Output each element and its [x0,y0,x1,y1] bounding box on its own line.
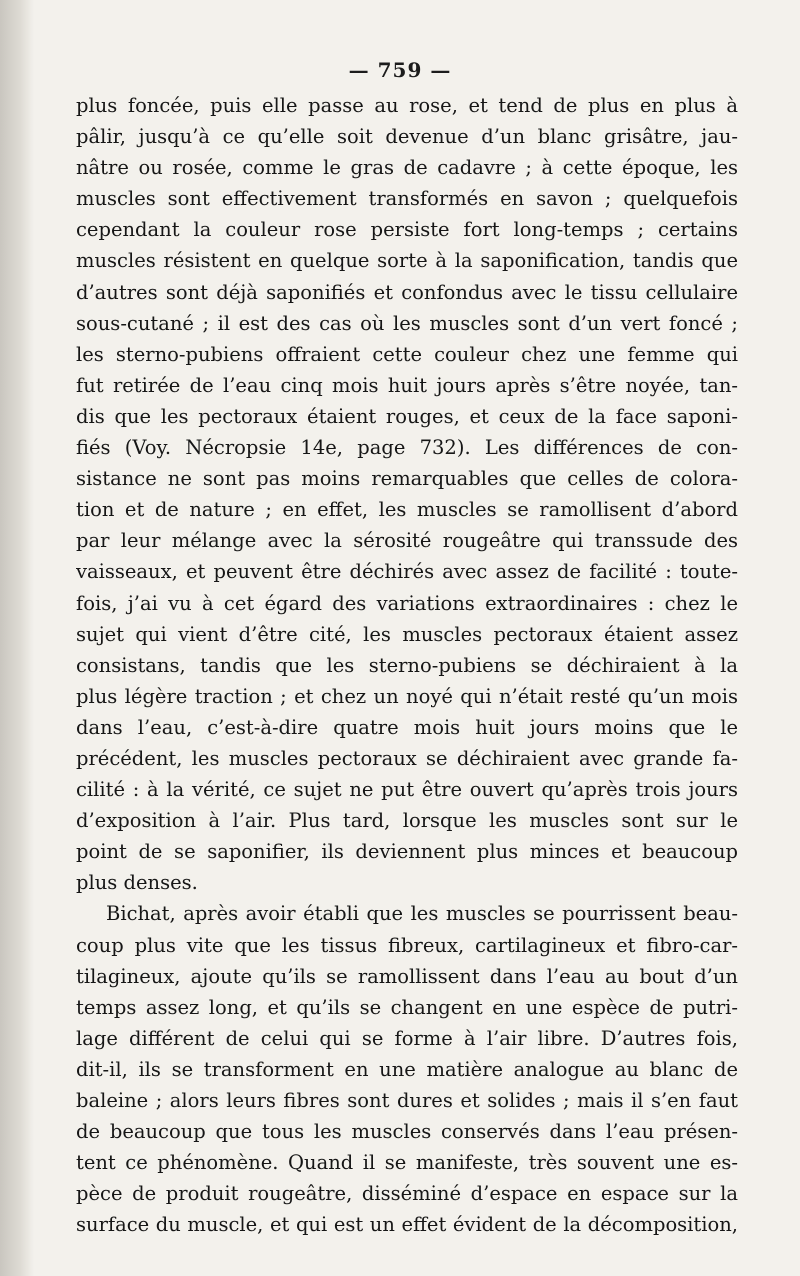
text-line: tent ce phénomène. Quand il se manifeste, très souvent une es- [76,1151,738,1175]
page-gutter-shadow [0,0,34,1276]
text-line: muscles résistent en quelque sorte à la saponification, tandis que [76,249,738,273]
text-line: dans l’eau, c’est-à-dire quatre mois huit jours moins que le [76,715,738,739]
body-text [76,90,738,1240]
text-line: dis que les pectoraux étaient rouges, et ceux de la face saponi- [76,404,738,428]
text-line: pâlir, jusqu’à ce qu’elle soit devenue d’un blanc grisâtre, jau- [76,125,738,149]
text-line: muscles sont effectivement transformés en savon ; quelquefois [76,187,738,211]
text-line: baleine ; alors leurs fibres sont dures et solides ; mais il s’en faut [76,1089,738,1112]
text-line: sistance ne sont pas moins remarquables que celles de colora- [76,467,738,491]
text-line: coup plus vite que les tissus fibreux, cartilagineux et fibro-car- [76,933,738,957]
text-line: les sterno-pubiens offraient cette couleur chez une femme qui [76,342,738,366]
text-line: lage différent de celui qui se forme à l’air libre. D’autres fois, [76,1026,738,1050]
text-line: fut retirée de l’eau cinq mois huit jours après s’être noyée, tan- [76,373,738,397]
text-line: plus foncée, puis elle passe au rose, et tend de plus en plus à [76,94,738,117]
text-line: dit-il, ils se transforment en une matière analogue au blanc de [76,1057,738,1081]
text-line: surface du muscle, et qui est un effet évident de la décomposition, [76,1213,738,1237]
text-line: temps assez long, et qu’ils se changent en une espèce de putri- [76,995,738,1019]
text-line: nâtre ou rosée, comme le gras de cadavre ; à cette époque, les [76,156,738,180]
text-line: sous-cutané ; il est des cas où les muscles sont d’un vert foncé ; [76,311,738,335]
text-line: sujet qui vient d’être cité, les muscles pectoraux étaient assez [76,622,738,646]
text-line: d’exposition à l’air. Plus tard, lorsque les muscles sont sur le [76,809,738,833]
text-line: par leur mélange avec la sérosité rougeâtre qui transsude des [76,529,738,553]
text-line: tilagineux, ajoute qu’ils se ramollissent dans l’eau au bout d’un [76,964,738,988]
text-line: plus denses. [76,871,198,895]
text-line: fiés (Voy. Nécropsie 14e, page 732). Les différences de con- [76,436,738,460]
text-line: consistans, tandis que les sterno-pubiens se déchiraient à la [76,653,738,677]
text-line: point de se saponifier, ils deviennent plus minces et beaucoup [76,840,738,864]
text-line: d’autres sont déjà saponifiés et confondus avec le tissu cellulaire [76,280,738,304]
text-line: tion et de nature ; en effet, les muscles se ramollisent d’abord [76,498,738,522]
text-line: plus légère traction ; et chez un noyé qui n’était resté qu’un mois [76,684,738,708]
text-line: fois, j’ai vu à cet égard des variations extraordinaires : chez le [76,591,738,615]
text-line: cilité : à la vérité, ce sujet ne put être ouvert qu’après trois jours [76,778,738,802]
text-line: pèce de produit rougeâtre, disséminé d’espace en espace sur la [76,1182,738,1206]
page-number: — 759 — [348,58,452,82]
text-line: de beaucoup que tous les muscles conservés dans l’eau présen- [76,1120,738,1144]
text-line: Bichat, après avoir établi que les muscles se pourrissent beau- [106,902,738,926]
text-line: vaisseaux, et peuvent être déchirés avec assez de facilité : toute- [76,560,738,584]
text-line: cependant la couleur rose persiste fort long-temps ; certains [76,218,738,242]
text-line: précédent, les muscles pectoraux se déchiraient avec grande fa- [76,746,738,770]
